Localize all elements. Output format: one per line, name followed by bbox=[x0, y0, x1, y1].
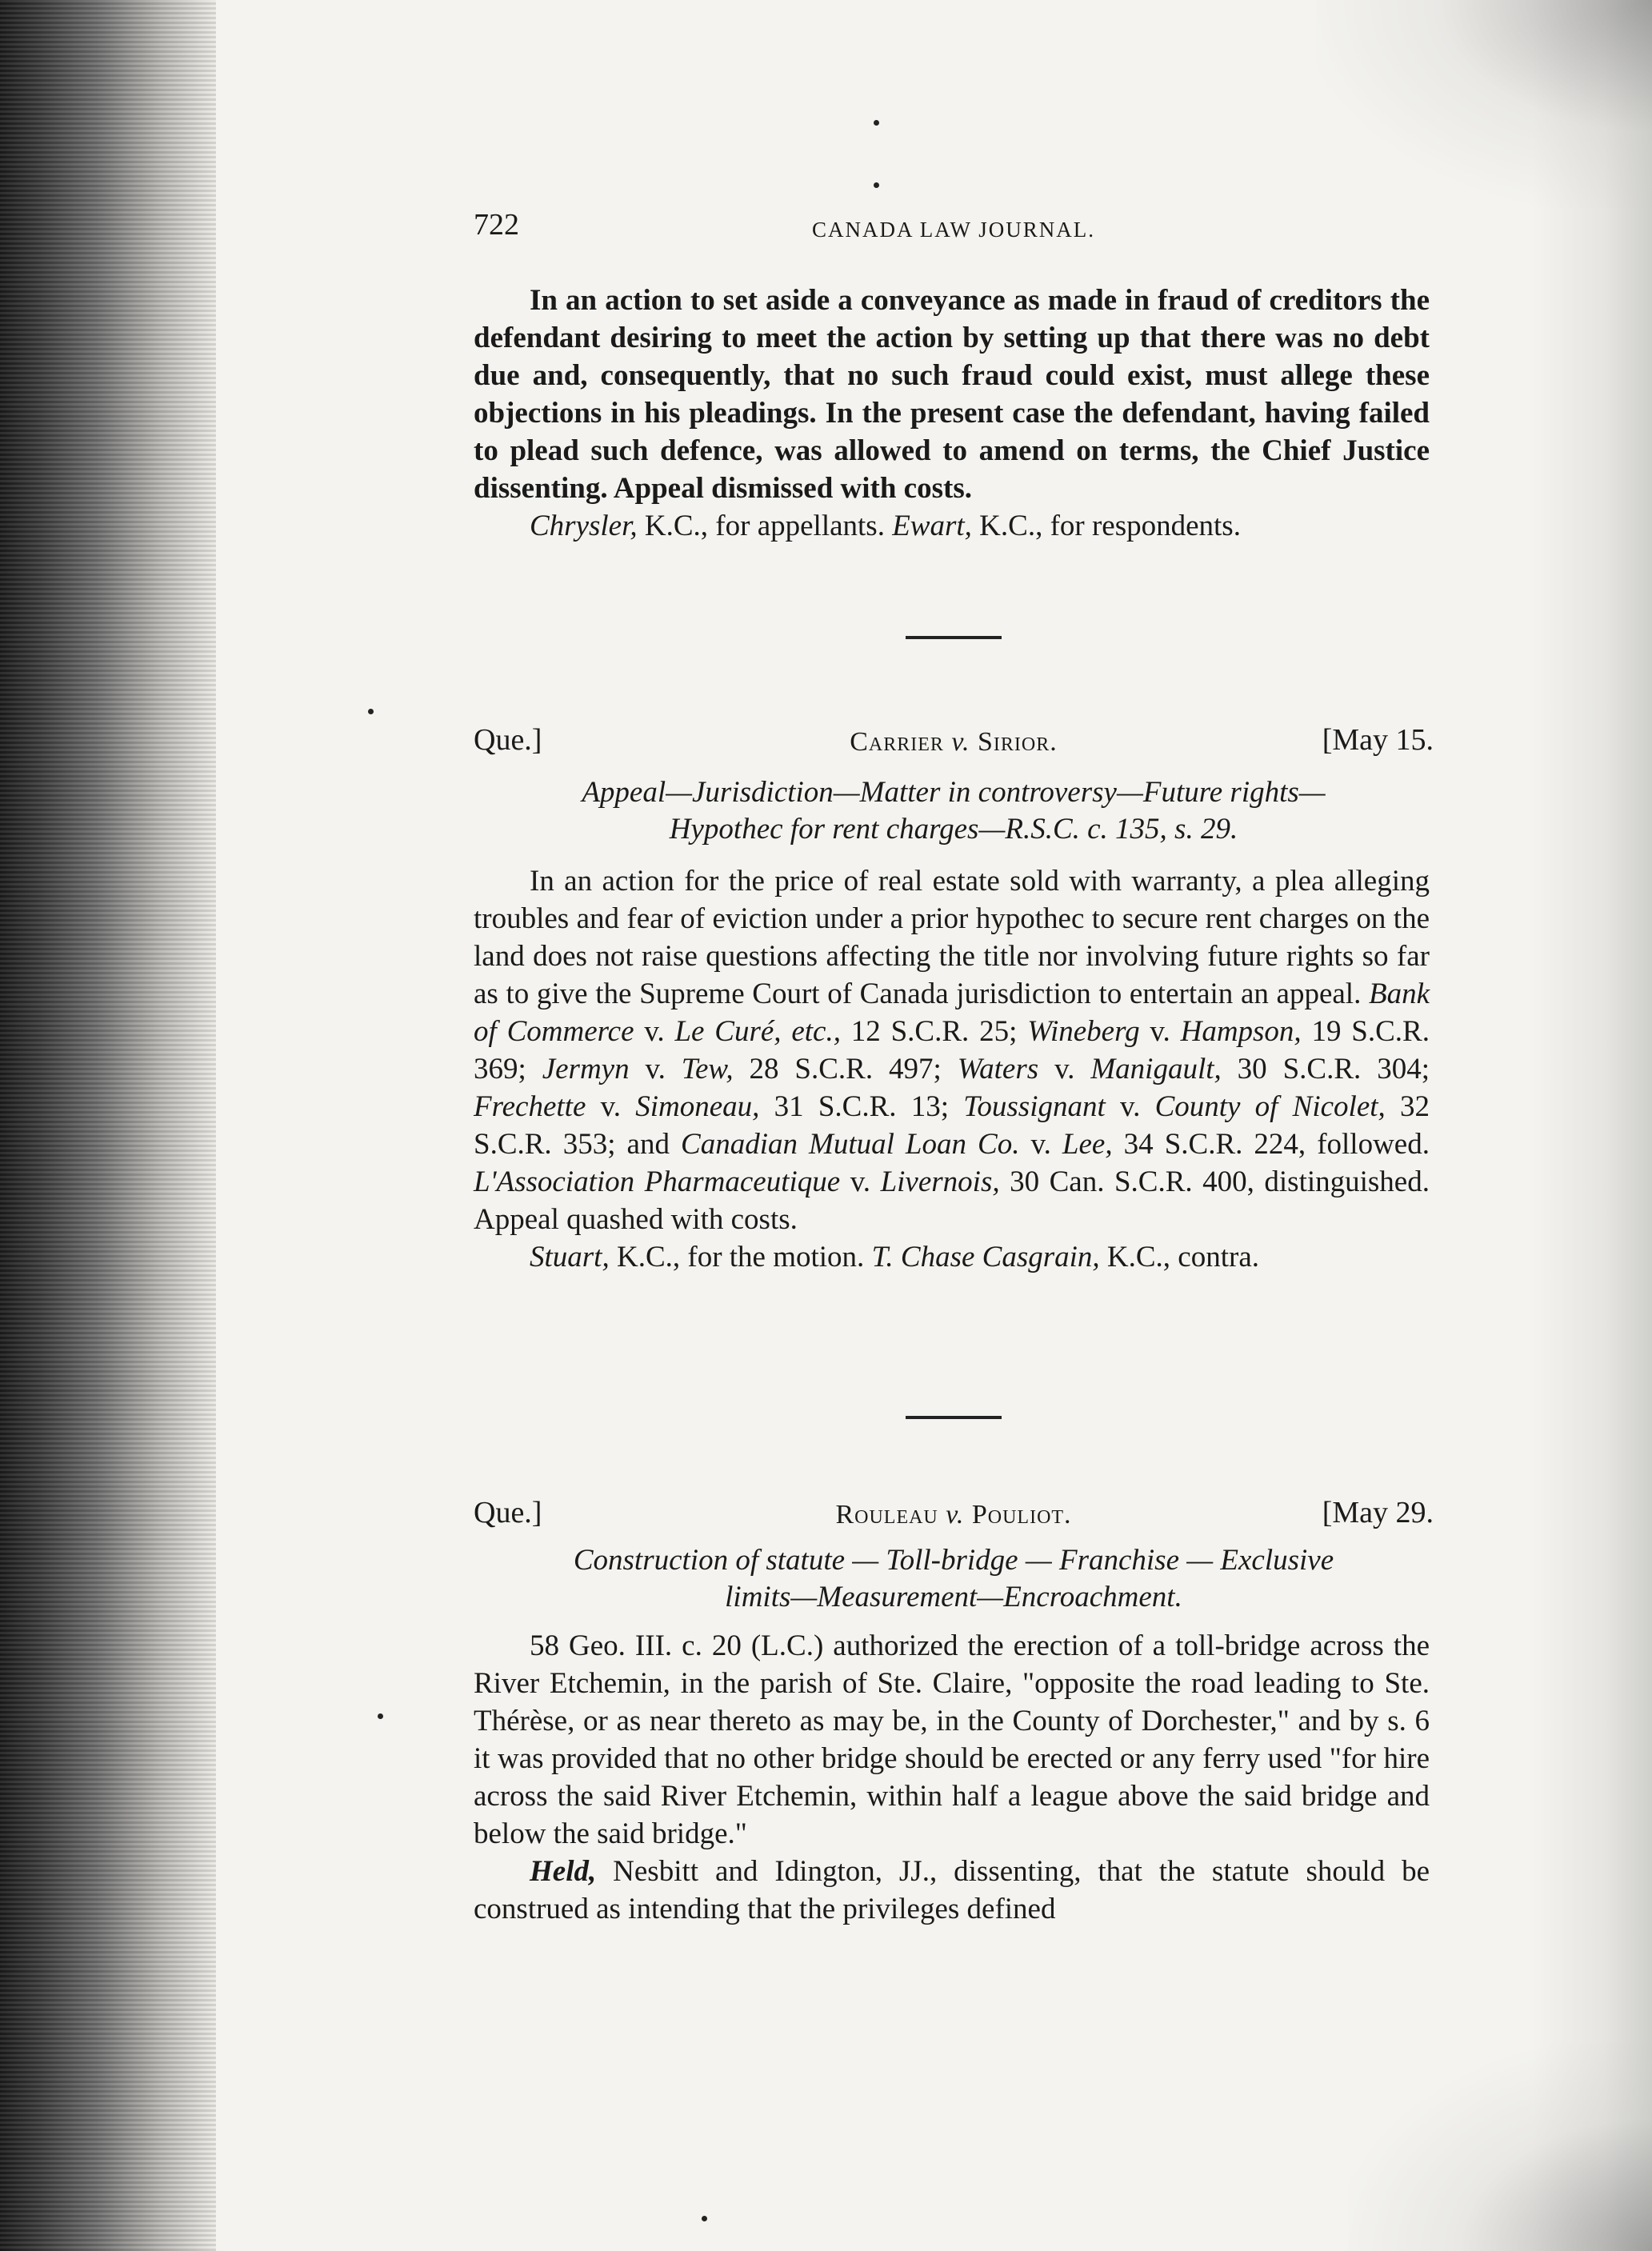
headnote-line: Hypothec for rent charges—R.S.C. c. 135, s. 29. bbox=[669, 813, 1238, 846]
case-citation: Waters bbox=[957, 1053, 1039, 1086]
case-citation: Jermyn bbox=[542, 1053, 630, 1086]
case-body bbox=[474, 862, 1430, 1276]
case-title bbox=[474, 723, 1434, 761]
case-citation: Le Curé, etc., bbox=[674, 1015, 841, 1048]
party-name: Sirior. bbox=[978, 727, 1058, 757]
counsel-name: Chrysler, bbox=[530, 510, 638, 542]
case-citation: Canadian Mutual Loan Co. bbox=[681, 1128, 1020, 1161]
body-text: 30 S.C.R. 304; bbox=[1221, 1053, 1430, 1086]
counsel-name: Ewart, bbox=[892, 510, 972, 542]
speck bbox=[368, 709, 374, 714]
versus: v. bbox=[946, 1500, 965, 1529]
party-name: Carrier bbox=[850, 727, 944, 757]
party-name: Rouleau bbox=[835, 1500, 938, 1529]
case-heading bbox=[474, 1494, 1434, 1534]
case-summary-paragraph bbox=[474, 862, 1430, 1238]
stain-bottom-right bbox=[1348, 2043, 1652, 2251]
body-text: 34 S.C.R. 224, followed. bbox=[1112, 1128, 1430, 1161]
counsel-role: K.C., for the motion. bbox=[609, 1241, 872, 1273]
body-text: v. bbox=[1038, 1053, 1091, 1086]
case-citation: L'Association Pharmaceutique bbox=[474, 1165, 841, 1198]
speck bbox=[874, 120, 879, 126]
body-text: v. bbox=[634, 1015, 675, 1048]
case-citation: Toussignant bbox=[963, 1090, 1106, 1123]
case-body bbox=[474, 1627, 1430, 1928]
counsel-name: Stuart, bbox=[530, 1241, 610, 1273]
headnote bbox=[474, 1542, 1434, 1616]
speck bbox=[874, 182, 879, 188]
party-name: Pouliot. bbox=[971, 1500, 1072, 1529]
section-divider bbox=[906, 636, 1002, 639]
case-citation: Wineberg bbox=[1027, 1015, 1140, 1048]
case-heading bbox=[474, 722, 1434, 762]
case-citation: Frechette bbox=[474, 1090, 586, 1123]
body-text: v. bbox=[1019, 1128, 1062, 1161]
case-citation: Hampson, bbox=[1180, 1015, 1302, 1048]
held-label: Held, bbox=[530, 1855, 597, 1888]
body-text: 12 S.C.R. 25; bbox=[840, 1015, 1028, 1048]
running-header bbox=[474, 206, 1434, 246]
case-title bbox=[474, 1496, 1434, 1533]
body-text: 32 S.C.R. 353; and bbox=[474, 1090, 1430, 1161]
headnote-line: limits—Measurement—Encroachment. bbox=[725, 1581, 1182, 1613]
section-divider bbox=[906, 1416, 1002, 1419]
case-citation: Lee, bbox=[1062, 1128, 1113, 1161]
body-text: Nesbitt and Idington, JJ., dissenting, that the statute should be construed as intending that the privileges defined bbox=[474, 1855, 1430, 1925]
headnote bbox=[474, 774, 1434, 848]
body-text: v. bbox=[840, 1165, 881, 1198]
body-text: 31 S.C.R. 13; bbox=[759, 1090, 964, 1123]
versus: v. bbox=[951, 727, 970, 757]
case-citation: Bank of Commerce bbox=[474, 978, 1430, 1048]
case-continuation bbox=[474, 282, 1430, 545]
body-text: 19 S.C.R. 369; bbox=[474, 1015, 1430, 1086]
speck bbox=[702, 2216, 707, 2221]
running-title: CANADA LAW JOURNAL. bbox=[811, 218, 1096, 242]
body-text: v. bbox=[1105, 1090, 1155, 1123]
body-text: v. bbox=[629, 1053, 682, 1086]
court-label: Que.] bbox=[474, 723, 542, 757]
case-citation: County of Nicolet, bbox=[1154, 1090, 1386, 1123]
case-citation: Manigault, bbox=[1090, 1053, 1222, 1086]
court-label: Que.] bbox=[474, 1496, 542, 1529]
headnote-line: Appeal—Jurisdiction—Matter in controversy—Future rights— bbox=[582, 776, 1326, 809]
binding-shadow-left bbox=[0, 0, 216, 2251]
case-citation: Simoneau, bbox=[635, 1090, 760, 1123]
counsel-role: K.C., for appellants. bbox=[637, 510, 893, 542]
decision-date: [May 15. bbox=[1322, 723, 1434, 757]
case-citation: Livernois, bbox=[880, 1165, 1000, 1198]
body-text: 30 Can. S.C.R. 400, distinguished. Appeal quashed with costs. bbox=[474, 1165, 1430, 1236]
counsel-name: T. Chase Casgrain, bbox=[871, 1241, 1100, 1273]
statute-paragraph: 58 Geo. III. c. 20 (L.C.) authorized the erection of a toll-bridge across the River Etchemin, in the parish of Ste. Claire, "opposite the road leading to Ste. Thérèse, or as near thereto as may be, in the County of Dorchester," and by s. 6 it was provided that no other bridge should be erected or any ferry used "for hire across the said River Etchemin, within half a league above the said bridge and below the said bridge." bbox=[474, 1629, 1430, 1850]
page-edge-right bbox=[1532, 0, 1652, 2251]
counsel-line bbox=[474, 507, 1430, 545]
headnote-line: Construction of statute — Toll-bridge — Franchise — Exclusive bbox=[573, 1544, 1334, 1577]
counsel-role: K.C., contra. bbox=[1099, 1241, 1260, 1273]
stain-top-right bbox=[1316, 0, 1652, 208]
body-text: v. bbox=[1139, 1015, 1181, 1048]
page-number: 722 bbox=[474, 208, 519, 242]
case-citation: Tew, bbox=[681, 1053, 734, 1086]
case-summary-paragraph: In an action to set aside a conveyance as made in fraud of creditors the defendant desiring to meet the action by setting up that there was no debt due and, consequently, that no such fraud could exist, must allege these objections in his pleadings. In the present case the defendant, having failed to plead such defence, was allowed to amend on terms, the Chief Justice dissenting. Appeal dismissed with costs. bbox=[474, 284, 1430, 505]
speck bbox=[378, 1713, 383, 1719]
counsel-line bbox=[474, 1238, 1430, 1276]
counsel-role: K.C., for respondents. bbox=[971, 510, 1241, 542]
body-text: v. bbox=[586, 1090, 636, 1123]
body-text: 28 S.C.R. 497; bbox=[733, 1053, 958, 1086]
decision-date: [May 29. bbox=[1322, 1496, 1434, 1529]
body-text: In an action for the price of real estate sold with warranty, a plea alleging troubles and fear of eviction under a prior hypothec to secure rent charges on the land does not raise questions affecting the title nor involving future rights so far as to give the Supreme Court of Canada jurisdiction to entertain an appeal. bbox=[474, 865, 1430, 1010]
holding-paragraph bbox=[474, 1853, 1430, 1928]
